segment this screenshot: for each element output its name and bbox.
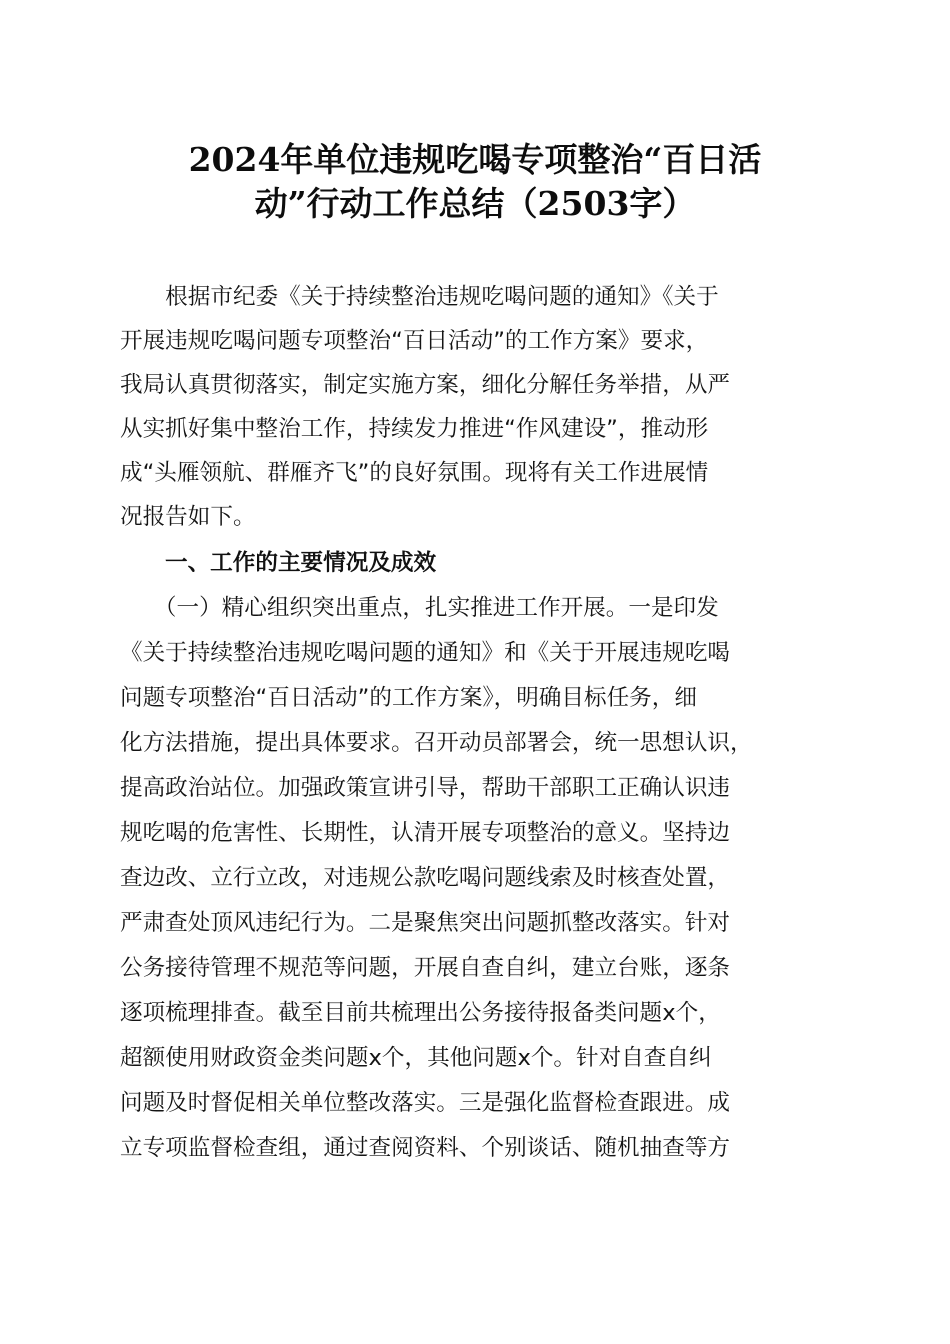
section-1-line-7: 查边改、立行立改，对违规公款吃喝问题线索及时核查处置， [120, 865, 731, 891]
section-1-line-1: （一）精心组织突出重点，扎实推进工作开展。一是印发 [120, 595, 719, 621]
section-1-line-5: 提高政治站位。加强政策宣讲引导，帮助干部职工正确认识违 [120, 775, 731, 801]
section-1-line-12: 问题及时督促相关单位整改落实。三是强化监督检查跟进。成 [120, 1090, 731, 1116]
section-1-line-13: 立专项监督检查组，通过查阅资料、个别谈话、随机抽查等方 [120, 1135, 731, 1161]
intro-line-6: 况报告如下。 [120, 504, 256, 530]
section-1-line-2: 《关于持续整治违规吃喝问题的通知》和《关于开展违规吃喝 [120, 640, 731, 666]
section-1-line-10: 逐项梳理排查。截至目前共梳理出公务接待报备类问题x个， [120, 1000, 721, 1026]
intro-line-1: 根据市纪委《关于持续整治违规吃喝问题的通知》《关于 [120, 284, 719, 310]
document-title-line-2: 动”行动工作总结（2503字） [254, 184, 696, 223]
section-1-line-4: 化方法措施，提出具体要求。召开动员部署会，统一思想认识， [120, 730, 753, 756]
section-1-line-11: 超额使用财政资金类问题x个，其他问题x个。针对自查自纠 [120, 1045, 712, 1071]
section-1-heading: 一、工作的主要情况及成效 [165, 550, 437, 576]
intro-line-3: 我局认真贯彻落实，制定实施方案，细化分解任务举措，从严 [120, 372, 731, 398]
document-title-line-1: 2024年单位违规吃喝专项整治“百日活 [188, 140, 762, 179]
intro-line-4: 从实抓好集中整治工作，持续发力推进“作风建设”，推动形 [120, 416, 709, 442]
section-1-line-8: 严肃查处顶风违纪行为。二是聚焦突出问题抓整改落实。针对 [120, 910, 731, 936]
section-1-line-6: 规吃喝的危害性、长期性，认清开展专项整治的意义。坚持边 [120, 820, 731, 846]
section-1-line-3: 问题专项整治“百日活动”的工作方案》，明确目标任务，细 [120, 685, 697, 711]
section-1-line-9: 公务接待管理不规范等问题，开展自查自纠，建立台账，逐条 [120, 955, 731, 981]
intro-line-5: 成“头雁领航、群雁齐飞”的良好氛围。现将有关工作进展情 [120, 460, 709, 486]
intro-line-2: 开展违规吃喝问题专项整治“百日活动”的工作方案》要求， [120, 328, 709, 354]
